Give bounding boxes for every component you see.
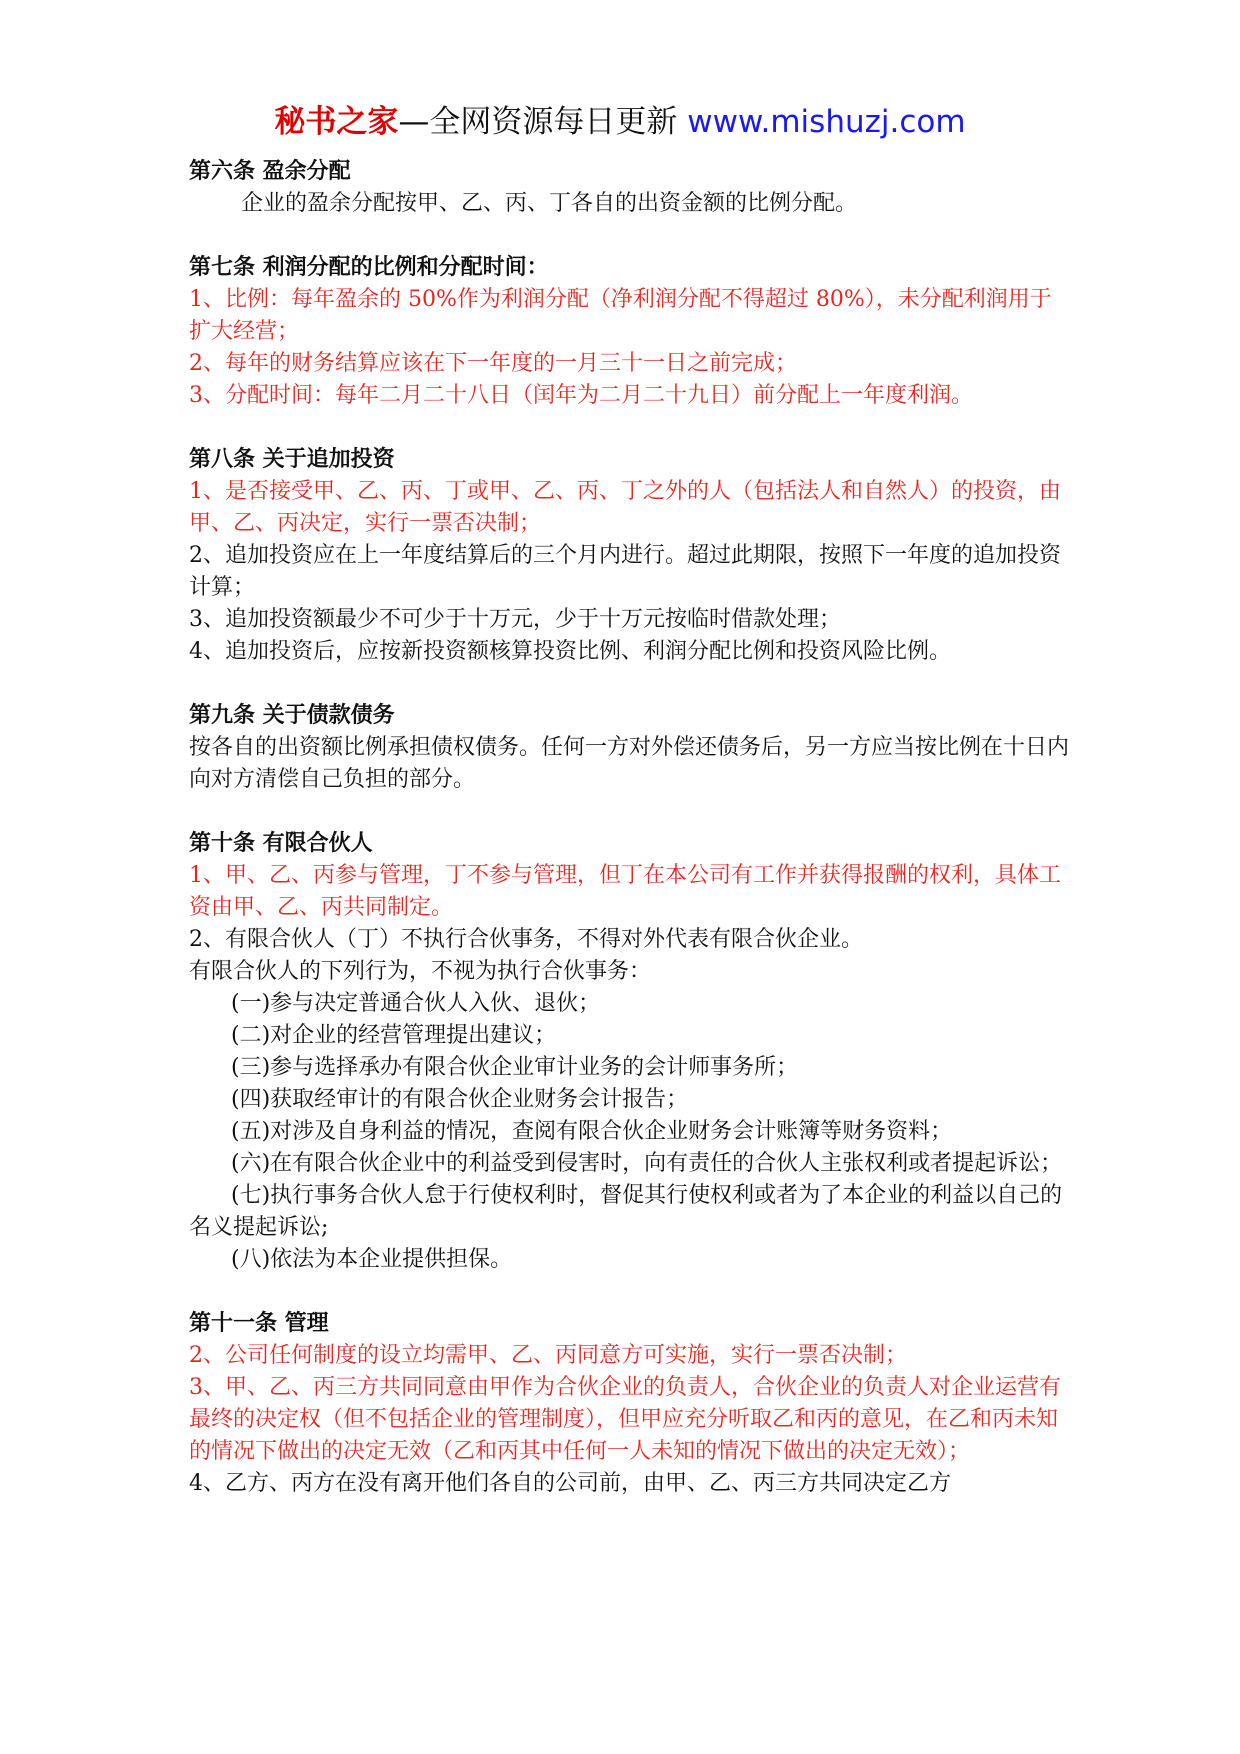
header-url-link[interactable]: www.mishuzj.com <box>687 104 966 140</box>
article-9-paragraph: 按各自的出资额比例承担债权债务。任何一方对外偿还债务后，另一方应当按比例在十日内向对方清偿自己负担的部分。 <box>189 735 1070 792</box>
article-10-item-1: (一)参与决定普通合伙人入伙、退伙； <box>231 991 601 1016</box>
article-10-item-6: (六)在有限合伙企业中的利益受到侵害时，向有责任的合伙人主张权利或者提起诉讼； <box>231 1151 1063 1176</box>
article-10-heading: 第十条 有限合伙人 <box>189 831 373 856</box>
article-9 <box>189 700 1069 796</box>
article-11 <box>189 1308 1069 1500</box>
article-11-clause-3: 3、甲、乙、丙三方共同同意由甲作为合伙企业的负责人，合伙企业的负责人对企业运营有最终的决定权（但不包括企业的管理制度），但甲应充分听取乙和丙的意见，在乙和丙未知的情况下做出的决定无效（乙和丙其中任何一人未知的情况下做出的决定无效）； <box>189 1375 1062 1464</box>
article-11-clause-4: 4、乙方、丙方在没有离开他们各自的公司前，由甲、乙、丙三方共同决定乙方 <box>189 1471 951 1496</box>
article-8 <box>189 444 1069 668</box>
brand-name: 秘书之家 <box>274 104 399 140</box>
article-10-clause-2: 2、有限合伙人（丁）不执行合伙事务，不得对外代表有限合伙企业。 <box>189 927 863 952</box>
article-10-item-7: (七)执行事务合伙人怠于行使权利时，督促其行使权利或者为了本企业的利益以自己的名义提起诉讼; <box>189 1183 1063 1240</box>
article-7-clause-2: 2、每年的财务结算应该在下一年度的一月三十一日之前完成； <box>189 351 797 376</box>
page-header <box>0 100 1240 144</box>
header-tagline: —全网资源每日更新 <box>398 104 688 140</box>
article-8-clause-1: 1、是否接受甲、乙、丙、丁或甲、乙、丙、丁之外的人（包括法人和自然人）的投资，由甲、乙、丙决定，实行一票否决制； <box>189 479 1062 536</box>
article-7-clause-1: 1、比例：每年盈余的 50%作为利润分配（净利润分配不得超过 80%），未分配利润用于扩大经营； <box>189 287 1052 344</box>
article-10-item-5: (五)对涉及自身利益的情况，查阅有限合伙企业财务会计账簿等财务资料； <box>231 1119 953 1144</box>
article-11-clause-2: 2、公司任何制度的设立均需甲、乙、丙同意方可实施，实行一票否决制； <box>189 1343 907 1368</box>
article-6 <box>189 156 1069 220</box>
article-7 <box>189 252 1069 412</box>
article-9-heading: 第九条 关于债款债务 <box>189 703 395 728</box>
article-10-item-8: (八)依法为本企业提供担保。 <box>231 1247 513 1272</box>
article-10-item-2: (二)对企业的经营管理提出建议； <box>231 1023 557 1048</box>
article-8-heading: 第八条 关于追加投资 <box>189 447 395 472</box>
article-8-clause-3: 3、追加投资额最少不可少于十万元，少于十万元按临时借款处理； <box>189 607 841 632</box>
article-7-heading: 第七条 利润分配的比例和分配时间： <box>189 255 549 280</box>
article-10-clause-1: 1、甲、乙、丙参与管理，丁不参与管理，但丁在本公司有工作并获得报酬的权利，具体工资由甲、乙、丙共同制定。 <box>189 863 1062 920</box>
article-7-clause-3: 3、分配时间：每年二月二十八日（闰年为二月二十九日）前分配上一年度利润。 <box>189 383 973 408</box>
document-body <box>189 156 1069 1532</box>
article-10-list-intro: 有限合伙人的下列行为，不视为执行合伙事务： <box>189 959 652 984</box>
article-10-item-4: (四)获取经审计的有限合伙企业财务会计报告； <box>231 1087 689 1112</box>
article-8-clause-4: 4、追加投资后，应按新投资额核算投资比例、利润分配比例和投资风险比例。 <box>189 639 951 664</box>
article-6-paragraph: 企业的盈余分配按甲、乙、丙、丁各自的出资金额的比例分配。 <box>241 191 858 216</box>
article-8-clause-2: 2、追加投资应在上一年度结算后的三个月内进行。超过此期限，按照下一年度的追加投资计算； <box>189 543 1062 600</box>
article-11-heading: 第十一条 管理 <box>189 1311 329 1336</box>
article-6-heading: 第六条 盈余分配 <box>189 159 351 184</box>
article-10 <box>189 828 1069 1276</box>
article-10-item-3: (三)参与选择承办有限合伙企业审计业务的会计师事务所； <box>231 1055 799 1080</box>
